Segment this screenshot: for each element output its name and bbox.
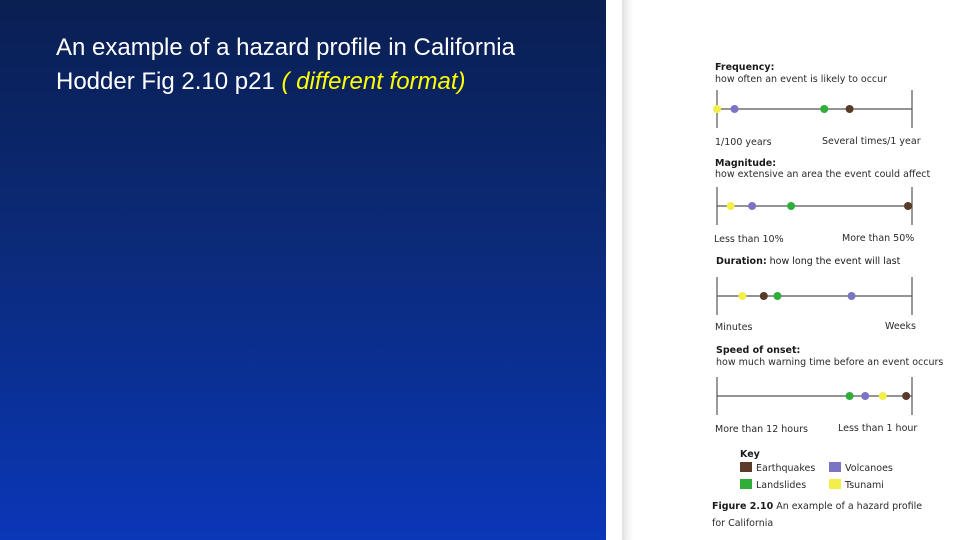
scale-subtitle-magnitude: how extensive an area the event could affect <box>715 169 931 180</box>
scale-duration <box>717 277 912 315</box>
dot-tsunami-magnitude <box>727 202 735 210</box>
key-item-landslides: Landslides <box>740 479 806 491</box>
scale-right-label-duration: Weeks <box>885 321 916 332</box>
scale-left-label-speed-of-onset: More than 12 hours <box>715 424 808 435</box>
scale-magnitude <box>717 187 912 225</box>
figure-caption-line-2: for California <box>712 518 774 529</box>
dot-tsunami-frequency <box>713 105 721 113</box>
dot-earthquakes-frequency <box>846 105 854 113</box>
figure-caption: Figure 2.10 An example of a hazard profile <box>712 501 923 512</box>
key-swatch-earthquakes <box>740 462 752 472</box>
scale-heading-speed-of-onset: Speed of onset: <box>716 345 801 356</box>
dot-volcanoes-duration <box>848 292 856 300</box>
key-swatch-landslides <box>740 479 752 489</box>
dot-volcanoes-speed-of-onset <box>861 392 869 400</box>
dot-earthquakes-duration <box>760 292 768 300</box>
dot-tsunami-speed-of-onset <box>879 392 887 400</box>
dot-volcanoes-magnitude <box>748 202 756 210</box>
scale-subtitle-frequency: how often an event is likely to occur <box>715 74 888 85</box>
key-title: Key <box>740 449 760 460</box>
key-item-volcanoes: Volcanoes <box>829 462 893 474</box>
dot-landslides-duration <box>773 292 781 300</box>
key-item-earthquakes: Earthquakes <box>740 462 815 474</box>
dot-volcanoes-frequency <box>731 105 739 113</box>
dot-tsunami-duration <box>738 292 746 300</box>
title-line-1: An example of a hazard profile in California <box>56 34 515 61</box>
key-swatch-volcanoes <box>829 462 841 472</box>
scale-heading-frequency: Frequency: <box>715 62 775 73</box>
scale-speed-of-onset <box>717 377 912 415</box>
scale-left-label-frequency: 1/100 years <box>715 137 772 148</box>
scale-left-label-magnitude: Less than 10% <box>714 234 784 245</box>
scale-right-label-speed-of-onset: Less than 1 hour <box>838 423 918 434</box>
dot-earthquakes-speed-of-onset <box>902 392 910 400</box>
title-format-note: ( different format) <box>281 68 466 95</box>
scale-heading-magnitude: Magnitude: <box>715 158 777 169</box>
dot-landslides-speed-of-onset <box>846 392 854 400</box>
scale-right-label-frequency: Several times/1 year <box>822 136 921 147</box>
scale-left-label-duration: Minutes <box>715 322 753 333</box>
dot-earthquakes-magnitude <box>904 202 912 210</box>
dot-landslides-frequency <box>820 105 828 113</box>
title-source: Hodder Fig 2.10 p21 <box>56 68 282 95</box>
dot-landslides-magnitude <box>787 202 795 210</box>
scale-right-label-magnitude: More than 50% <box>842 233 915 244</box>
scale-frequency <box>713 90 912 128</box>
scale-subtitle-speed-of-onset: how much warning time before an event occurs <box>716 357 944 368</box>
scale-heading-duration: Duration: how long the event will last <box>716 256 901 267</box>
key-item-tsunami: Tsunami <box>829 479 884 491</box>
key-swatch-tsunami <box>829 479 841 489</box>
